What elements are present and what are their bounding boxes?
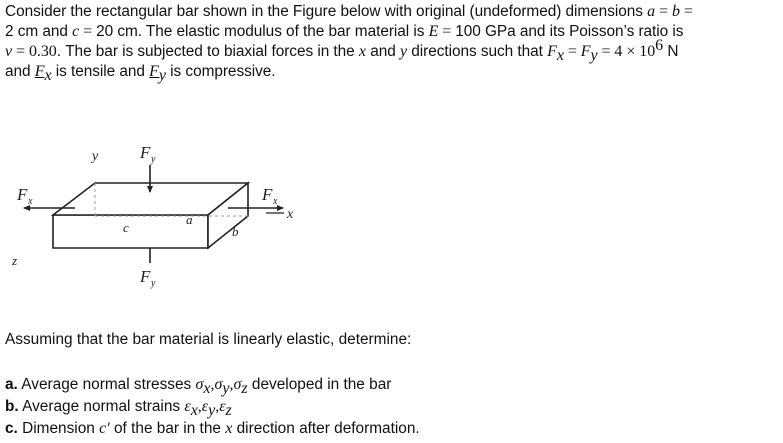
task-b: b. Average normal strains $\varepsilon_x,\varepsilon_y,\varepsilon_z$ [5,398,232,420]
problem-line-2: 2 cm and c = 20 cm. The elastic modulus of the bar material is E = 100 GPa and its Poisson’s ratio is [5,23,684,40]
problem-line-4: and $F_x$ is tensile and $F_y$ is compressive. [5,63,276,85]
dim-a-label: a [186,212,193,227]
fy-underlined: $F_y$ [149,63,166,85]
fy-top-label: F [140,143,151,162]
fx-left-label-sub: x [28,196,33,207]
fy-bottom-label: F [140,267,151,286]
dim-b-label: b [232,224,239,239]
fx-right-label: F [262,185,273,204]
problem-line-1: Consider the rectangular bar shown in the Figure below with original (undeformed) dimensions a = b = [5,3,693,20]
bar-figure [0,143,320,305]
dim-c-label: c [123,220,129,235]
task-list [5,374,420,440]
fx-left-label: F [17,185,28,204]
bar-diagram [0,143,320,305]
intro-text: Assuming that the bar material is linearly elastic, determine: [5,331,412,348]
problem-line-3: ν = 0.30. The bar is subjected to biaxial forces in the x and y directions such that $F_x = F_y = 4 \times 10^6$ N [5,36,679,65]
fx-right-label-sub: x [273,196,278,207]
task-a: a. Average normal stresses $\sigma_x,\sigma_y,\sigma_z$ developed in the bar [5,376,392,398]
task-c: c. Dimension c′ of the bar in the x direction after deformation. [5,420,420,437]
fy-bottom-label-sub: y [151,278,156,289]
z-axis-label: z [12,253,18,268]
y-axis-label: y [92,149,99,164]
fy-top-label-sub: y [151,154,156,165]
problem-statement [5,2,780,85]
fx-underlined: $F_x$ [34,63,52,85]
bar-front-face [53,215,208,248]
x-axis-label: x [287,207,294,222]
